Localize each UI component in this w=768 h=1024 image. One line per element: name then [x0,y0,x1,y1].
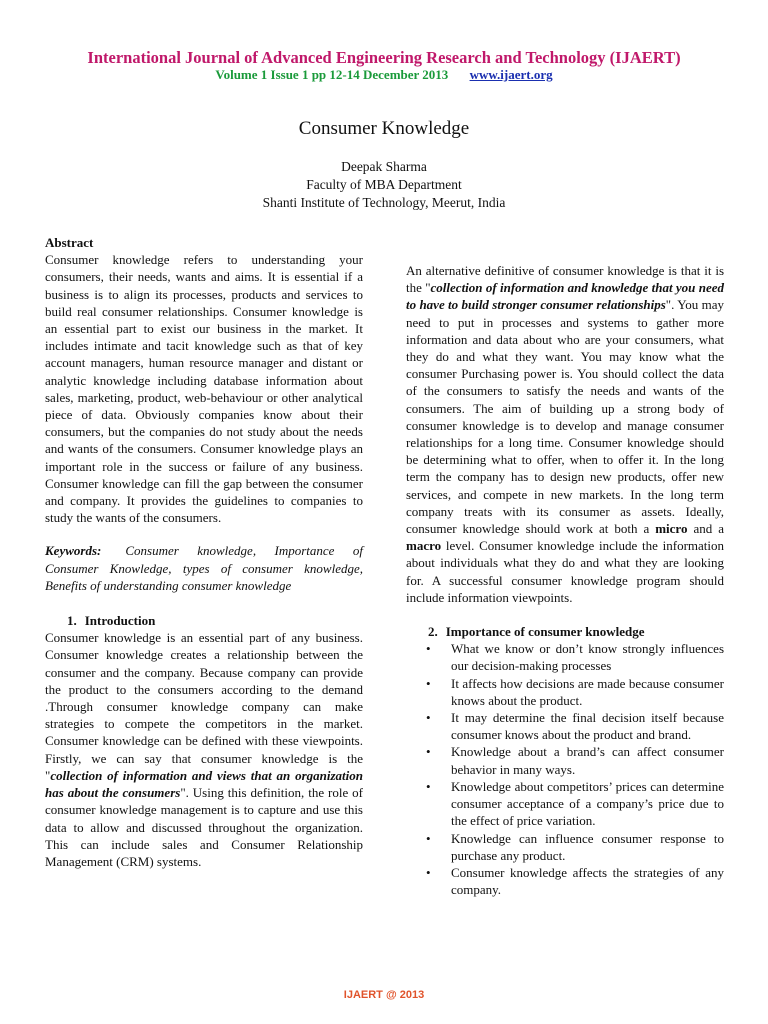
list-item: • It may determine the final decision itself because consumer knows about the product and brand. [406,709,724,743]
intro-text-a: Consumer knowledge is an essential part of any business. Consumer knowledge creates a relationship between the consumer and the company. Because company can provide the product to the consumers according to the demand .Through consumer knowledge company can make strategies to compete the competitors in the market. Consumer knowledge can be defined with these viewpoints. Firstly, we can say that consumer knowledge is the " [45,630,363,783]
def-text-a: An alternative definitive of consumer knowledge is that it is the " [406,263,724,296]
intro-heading [67,612,363,629]
keywords-text: Consumer knowledge, Importance of Consumer Knowledge, types of consumer knowledge, Benefits of understanding consumer knowledge [45,543,363,593]
keywords [45,542,363,594]
list-item: • Knowledge about a brand’s can affect consumer behavior in many ways. [406,743,724,777]
paper-title: Consumer Knowledge [298,118,470,139]
author-name: Deepak Sharma [341,159,427,174]
abstract-text: Consumer knowledge refers to understanding your consumers, their needs, wants and aims. It is essential if a business is to align its processes, products and services to build real consumer relationships. Consumer knowledge is an essential part to exist our business in the market. It includes intimate and tacit knowledge such as that of key account managers, human resource manager and distant or analytic knowledge including database information about sales, marketing, product, web-behaviour or other analytical piece of data. Obviously companies know about their consumers, but the companies do not study about the needs and wants of the consumers. Consumer knowledge plays an important role in the success or failure of any business. Consumer knowledge can fill the gap between the consumer and company. It provides the guidelines to companies to study the wants of the consumers. [45,252,363,526]
journal-title: International Journal of Advanced Engineering Research and Technology (IJAERT) [87,48,681,67]
left-column [45,234,363,870]
journal-url-link[interactable]: www.ijaert.org [469,67,553,82]
author-block [0,158,768,212]
list-item: • It affects how decisions are made because consumer knows about the product. [406,675,724,709]
keywords-label: Keywords: [45,543,102,559]
importance-list [406,640,724,898]
author-institute: Shanti Institute of Technology, Meerut, India [262,195,506,210]
macro-bold: macro [406,538,442,554]
page-footer: IJAERT @ 2013 [343,989,425,1001]
importance-number: 2. [428,624,438,640]
abstract-heading: Abstract [45,235,94,250]
intro-text-b: ". Using this definition, the role of consumer knowledge management is to capture and use this data to allow and discussed throughout the organization. This can include sales and Consumer Relationship Management (CRM) systems. [45,785,363,869]
author-department: Faculty of MBA Department [306,177,462,192]
volume-info [0,67,768,83]
right-column [406,262,724,898]
importance-heading [428,623,724,640]
micro-bold: micro [655,521,688,537]
def-text-c: and a [687,521,725,537]
importance-heading-text: Importance of consumer knowledge [445,624,645,640]
def-text-b: ". You may need to put in processes and systems to gather more information and data about who are your consumers, what they do and what they want. You may know what the consumer Purchasing power is. You should collect the data of the consumers to satisfy the needs and wants of the consumers. The aim of building up a strong body of consumer knowledge is to develop and manage consumer relationships for a long time. Consumer knowledge should be determining what to offer, when to offer it. In the long term the company has to design new products, offer new services, and compete in new markets. In the long term company treats with its consumer as assets. Ideally, consumer knowledge should work at both a [406,297,724,537]
intro-emphasis: collection of information and views that an organization has about the consumers [45,767,363,801]
def-text-d: level. Consumer knowledge include the information about individuals what they do and what they are looking for. A successful consumer knowledge program should include information viewpoints. [406,538,724,605]
intro-number: 1. [67,613,77,629]
list-item: • Knowledge about competitors’ prices can determine consumer acceptance of a company’s price due to the effect of price variation. [406,778,724,830]
volume-text: Volume 1 Issue 1 pp 12-14 December 2013 [215,67,449,82]
intro-text [45,629,363,870]
list-item: • What we know or don’t know strongly influences our decision-making processes [406,640,724,674]
list-item: • Knowledge can influence consumer response to purchase any product. [406,830,724,864]
def-emphasis: collection of information and knowledge that you need to have to build stronger consumer relationships [406,280,724,313]
intro-heading-text: Introduction [84,613,156,629]
definition-paragraph [406,262,724,606]
list-item: • Consumer knowledge affects the strategies of any company. [406,864,724,898]
